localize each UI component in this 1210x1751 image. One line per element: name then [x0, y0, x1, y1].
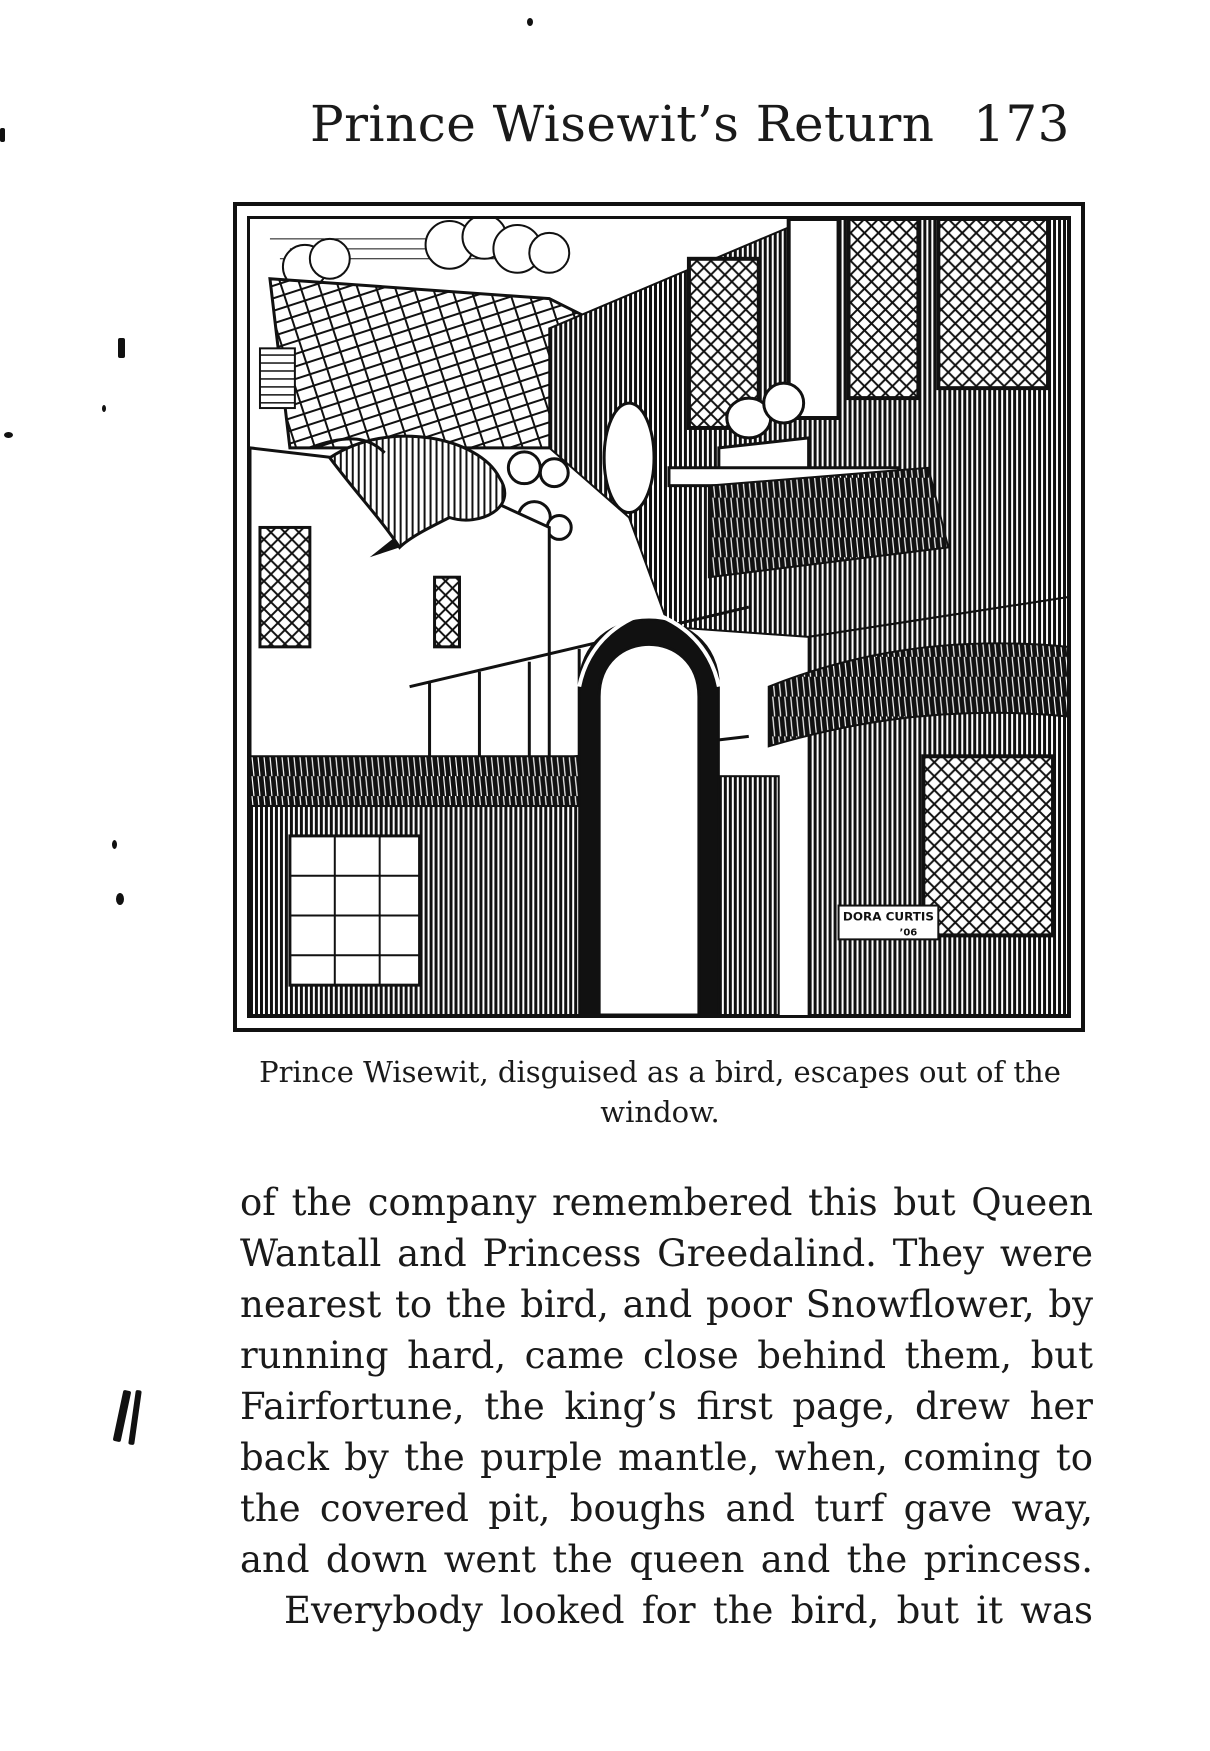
- artist-signature: [839, 906, 939, 940]
- text-line: running hard, came close behind them, but: [240, 1334, 1093, 1377]
- scan-speck: [116, 893, 124, 905]
- scan-speck: [118, 338, 125, 358]
- illustration-frame: [247, 216, 1071, 1018]
- scan-speck: [128, 1390, 142, 1445]
- page-number: 173: [973, 95, 1070, 153]
- text-line: back by the purple mantle, when, coming to: [240, 1436, 1093, 1479]
- running-title: Prince Wisewit’s Return: [310, 95, 935, 153]
- illustration-drawing: [250, 219, 1068, 1015]
- text-line: Wantall and Princess Greedalind. They were: [240, 1232, 1093, 1275]
- text-line: nearest to the bird, and poor Snowflower, by: [240, 1283, 1093, 1326]
- text-line: the covered pit, boughs and turf gave way,: [240, 1487, 1093, 1530]
- scan-speck: [102, 405, 106, 412]
- body-text: [240, 1177, 1093, 1636]
- scan-speck: [112, 840, 117, 849]
- text-line: and down went the queen and the princess.: [240, 1538, 1093, 1581]
- signature-name: DORA CURTIS: [842, 909, 934, 924]
- text-line: Fairfortune, the king’s first page, drew her: [240, 1385, 1093, 1428]
- text-line: Everybody looked for the bird, but it was: [284, 1589, 1093, 1632]
- scan-speck: [4, 432, 13, 438]
- illustration-caption: Prince Wisewit, disguised as a bird, escapes out of the window.: [259, 1055, 1061, 1129]
- scan-speck: [0, 128, 5, 142]
- running-head: [310, 95, 1070, 165]
- signature-year: ’06: [899, 927, 918, 939]
- scan-speck: [527, 18, 533, 26]
- illustration-plate: [233, 202, 1085, 1032]
- text-line: of the company remembered this but Queen: [240, 1181, 1093, 1224]
